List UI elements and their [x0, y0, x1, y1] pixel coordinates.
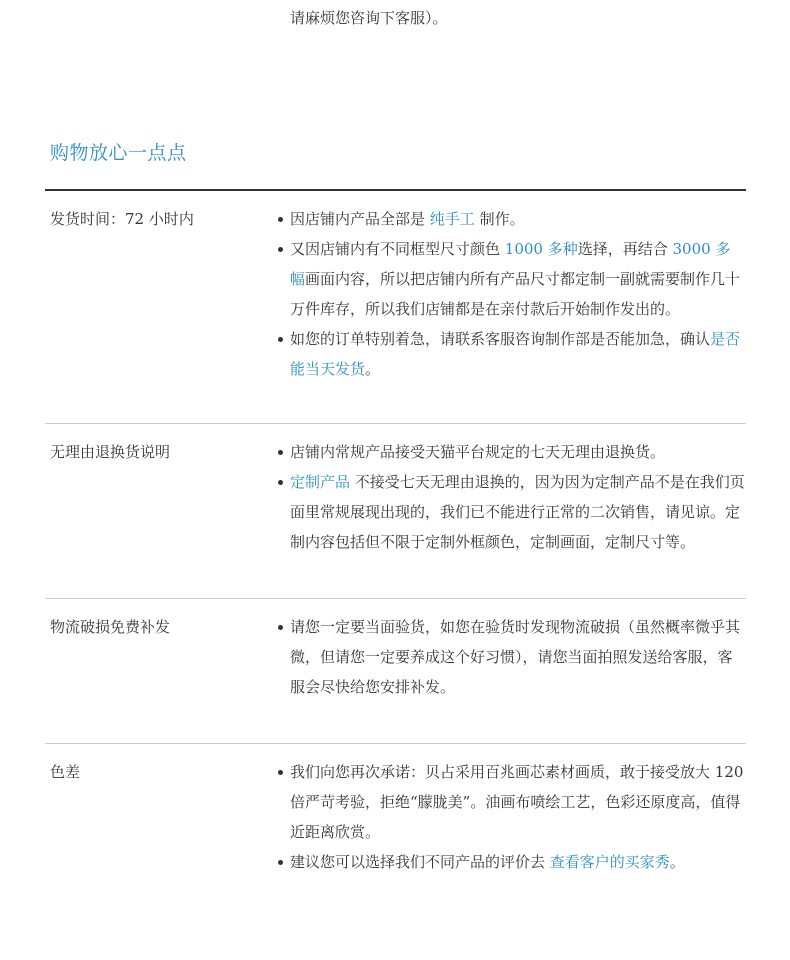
highlight-text: 1000 多种 [504, 240, 578, 258]
item-text: 画面内容，所以把店铺内所有产品尺寸都定制一副就需要制作几十万件库存，所以我们店铺都是在亲付款后开始制作发出的。 [290, 270, 741, 318]
bullet-icon [278, 247, 283, 252]
item-text: 制作。 [474, 210, 525, 228]
bullet-icon [278, 770, 283, 775]
highlight-text: 3000 多幅 [290, 240, 731, 288]
row-items [275, 612, 745, 702]
item-text: 如您的订单特别着急，请联系客服咨询制作部是否能加急，确认 [290, 330, 711, 348]
info-row-shipping-time [45, 189, 746, 423]
info-row-damage-replacement [45, 598, 746, 743]
list-item [275, 847, 745, 877]
bullet-icon [278, 480, 283, 485]
info-table [45, 189, 746, 943]
item-text: 我们向您再次承诺：贝占采用百兆画芯素材画质，敢于接受放大 120 倍严苛考验，拒绝“朦胧美”。油画布喷绘工艺，色彩还原度高，值得近距离欣赏。 [290, 763, 744, 841]
item-text: 建议您可以选择我们不同产品的评价去 [290, 853, 550, 871]
row-items [275, 437, 745, 557]
row-items [275, 757, 745, 877]
highlight-text: 定制产品 [290, 473, 351, 491]
bullet-icon [278, 337, 283, 342]
section-title: 购物放心一点点 [50, 142, 187, 164]
bullet-icon [278, 450, 283, 455]
row-items [275, 204, 745, 384]
item-text: 。 [669, 853, 685, 871]
item-text: 店铺内常规产品接受天猫平台规定的七天无理由退换货。 [290, 443, 666, 461]
row-label: 色差 [50, 763, 81, 781]
list-item [275, 437, 745, 467]
list-item [275, 757, 745, 847]
info-row-return-policy [45, 423, 746, 598]
bullet-icon [278, 860, 283, 865]
item-text: 因店铺内产品全部是 [290, 210, 430, 228]
row-label: 物流破损免费补发 [50, 618, 171, 636]
list-item [275, 324, 745, 384]
bullet-icon [278, 625, 283, 630]
row-label: 发货时间：72 小时内 [50, 210, 194, 228]
item-text: 选择，再结合 [577, 240, 673, 258]
highlight-text: 是否能当天发货 [290, 330, 741, 378]
row-label: 无理由退换货说明 [50, 443, 171, 461]
highlight-text: 查看客户的买家秀 [549, 853, 670, 871]
item-text: 不接受七天无理由退换的，因为因为定制产品不是在我们页面里常规展现出现的，我们已不能进行正常的二次销售，请见谅。定制内容包括但不限于定制外框颜色，定制画面，定制尺寸等。 [290, 473, 745, 551]
list-item [275, 204, 745, 234]
list-item [275, 612, 745, 702]
list-item [275, 234, 745, 324]
item-text: 。 [365, 360, 381, 378]
item-text: 请您一定要当面验货，如您在验货时发现物流破损（虽然概率微乎其微，但请您一定要养成这个好习惯），请您当面拍照发送给客服，客服会尽快给您安排补发。 [290, 618, 741, 696]
bullet-icon [278, 217, 283, 222]
info-row-color-difference [45, 743, 746, 943]
item-text: 又因店铺内有不同框型尺寸颜色 [290, 240, 505, 258]
list-item [275, 467, 745, 557]
top-note: 请麻烦您咨询下客服）。 [290, 9, 448, 27]
highlight-text: 纯手工 [429, 210, 475, 228]
